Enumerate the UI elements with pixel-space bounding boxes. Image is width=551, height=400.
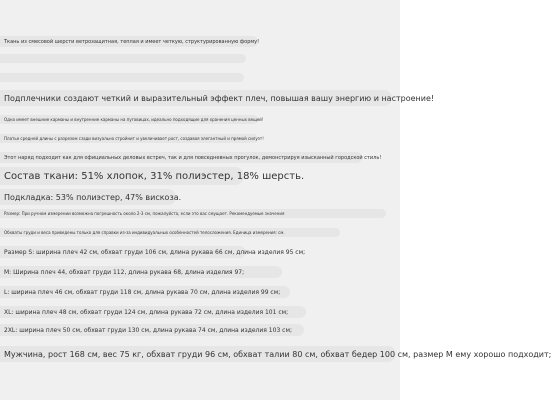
message-line	[0, 54, 246, 63]
message-line: Одна имеет внешние карманы и внутренние карманы на пуговицах, идеально подходящие для хранения ценных вещей!	[0, 115, 258, 124]
message-line: Платье средней длины с разрезом сзади визуально стройнит и увеличивает рост, создавая элегантный и прямой силуэт!	[0, 134, 258, 143]
message-line: Состав ткани: 51% хлопок, 31% полиэстер, 18% шерсть.	[0, 167, 244, 185]
message-line: L: ширина плеч 46 см, обхват груди 118 см, длина рукава 70 см, длина изделия 99 см;	[0, 286, 290, 298]
message-line: Ткань из смесовой шерсти ветрозащитная, теплая и имеет четкую, структурированную форму!	[0, 36, 258, 47]
message-line	[0, 73, 244, 82]
message-line: Подплечники создают четкий и выразительный эффект плеч, повышая вашу энергию и настроение!	[0, 90, 392, 106]
message-line: Обхваты груди и веса приведены только для справки из-за индивидуальных особенностей телосложения. Единица измерения: см.	[0, 228, 340, 237]
message-line: 2XL: ширина плеч 50 см, обхват груди 130 см, длина рукава 74 см, длина изделия 103 см;	[0, 324, 304, 336]
message-line: Размер S: ширина плеч 42 см, обхват груди 106 см, длина рукава 66 см, длина изделия 95 см;	[0, 246, 246, 258]
message-line: Подкладка: 53% полиэстер, 47% вискоза.	[0, 189, 176, 205]
message-line: Этот наряд подходит как для официальных деловых встреч, так и для повседневных прогулок, демонстрируя изысканный городской стиль!	[0, 152, 362, 163]
message-line: Размер: При ручном измерении возможна погрешность около 2-3 см, пожалуйста, если это вас смущает. Рекомендуемые значения	[0, 209, 386, 218]
message-line: XL: ширина плеч 48 см, обхват груди 124 см, длина рукава 72 см, длина изделия 101 см;	[0, 306, 306, 318]
message-line: Мужчина, рост 168 см, вес 75 кг, обхват груди 96 см, обхват талии 80 см, обхват бедер 100 см, размер M ему хорошо подходит;	[0, 346, 396, 362]
message-line: M: Ширина плеч 44, обхват груди 112, длина рукава 68, длина изделия 97;	[0, 266, 282, 278]
